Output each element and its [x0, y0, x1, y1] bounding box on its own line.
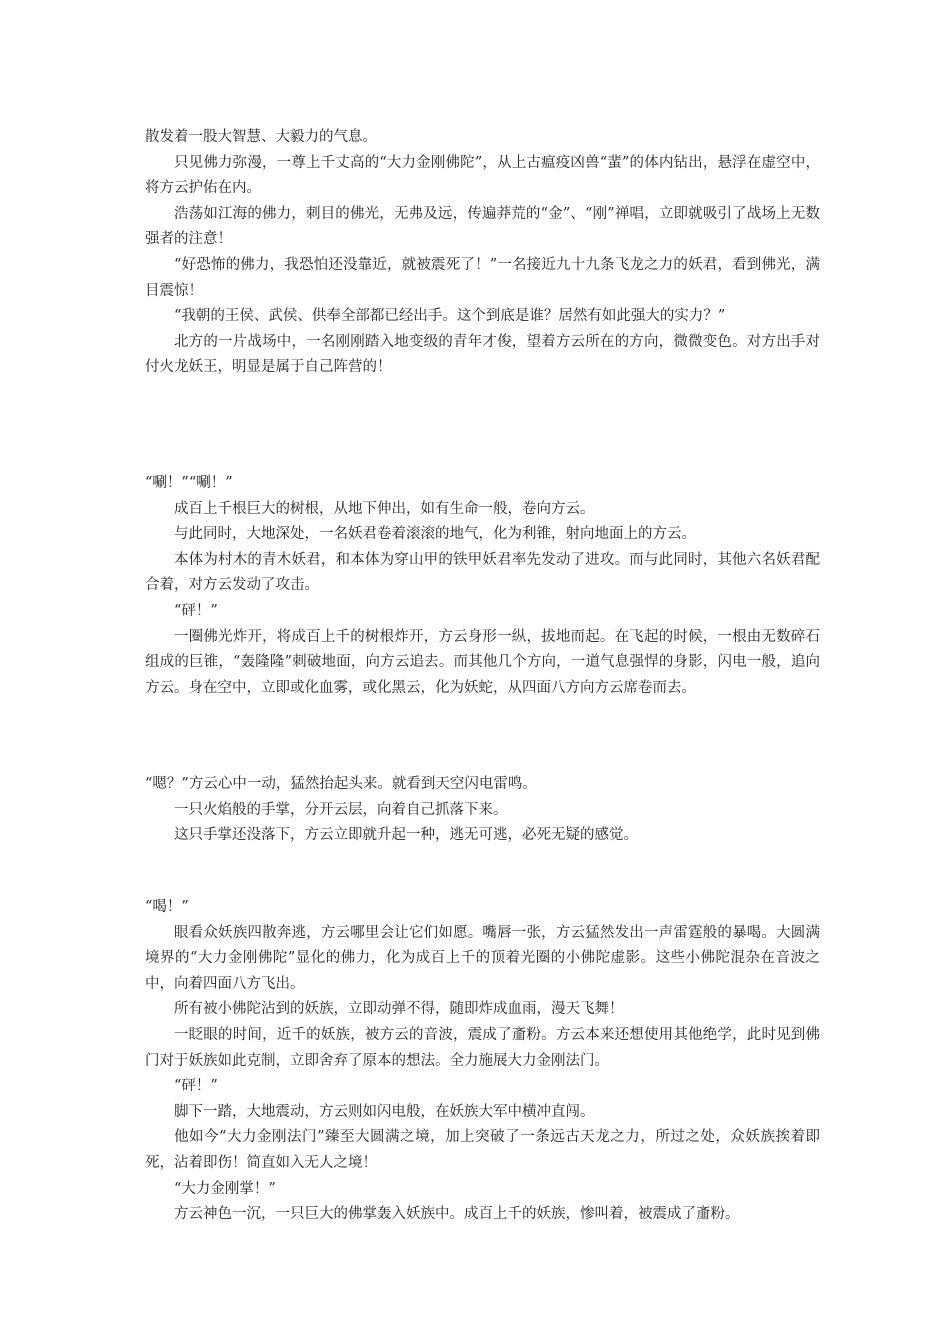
- paragraph: “嗯？”方云心中一动，猛然抬起头来。就看到天空闪电雷鸣。: [145, 776, 537, 792]
- paragraph: 脚下一踏，大地震动，方云则如闪电般，在妖族大军中横冲直闯。: [174, 1103, 595, 1120]
- paragraph: 北方的一片战场中，一名刚刚踏入地变级的青年才俊，望着方云所在的方向，微微变色。对方出手对付火龙妖王，明显是属于自己阵营的！: [145, 333, 820, 376]
- paragraph: 一圈佛光炸开，将成百上千的树根炸开，方云身形一纵，拔地而起。在飞起的时候，一根由无数碎石组成的巨锥，“轰隆隆”刺破地面，向方云追去。而其他几个方向，一道气息强悍的身影，闪电一般，追向方云。身在空中，立即或化血雾，或化黑云，化为妖蛇，从四面八方向方云席卷而去。: [145, 628, 820, 696]
- paragraph: 浩荡如江海的佛力，刺目的佛光，无弗及远，传遍莽荒的“金”、“刚”禅唱，立即就吸引了战场上无数强者的注意！: [145, 205, 820, 248]
- paragraph: 一只火焰般的手掌，分开云层，向着自己抓落下来。: [174, 801, 508, 818]
- text-section-2: [145, 471, 820, 701]
- paragraph: 所有被小佛陀沾到的妖族，立即动弹不得，随即炸成血雨，漫天飞舞！: [174, 1001, 624, 1018]
- paragraph: “我朝的王侯、武侯、供奉全部都已经出手。这个到底是谁？居然有如此强大的实力？”: [174, 308, 726, 325]
- text-section-4: [145, 895, 820, 1228]
- paragraph: 眼看众妖族四散奔逃，方云哪里会让它们如愿。嘴唇一张，方云猛然发出一声雷霆般的暴喝。大圆满境界的“大力金刚佛陀”显化的佛力，化为成百上千的顶着光圈的小佛陀虚影。这些小佛陀混杂在音波之中，向着四面八方飞出。: [145, 924, 820, 992]
- text-section-3: [145, 772, 820, 849]
- paragraph: “砰！”: [174, 602, 218, 619]
- paragraph: “砰！”: [174, 1078, 218, 1095]
- paragraph: 这只手掌还没落下，方云立即就升起一种，逃无可逃，必死无疑的感觉。: [174, 827, 638, 844]
- paragraph: 他如今“大力金刚法门”臻至大圆满之境，加上突破了一条远古天龙之力，所过之处，众妖族挨着即死，沾着即伤！简直如入无人之境！: [145, 1129, 820, 1171]
- text-section-1: [145, 125, 820, 381]
- paragraph: “好恐怖的佛力，我恐怕还没靠近，就被震死了！”一名接近九十九条飞龙之力的妖君，看到佛光，满目震惊！: [145, 256, 820, 299]
- paragraph: 只见佛力弥漫，一尊上千丈高的“大力金刚佛陀”，从上古瘟疫凶兽“蜚”的体内钻出，悬浮在虚空中，将方云护佑在内。: [145, 154, 820, 197]
- paragraph: 散发着一股大智慧、大毅力的气息。: [145, 129, 377, 145]
- paragraph: 一眨眼的时间，近千的妖族，被方云的音波，震成了齑粉。方云本来还想使用其他绝学，此时见到佛门对于妖族如此克制，立即舍弃了原本的想法。全力施展大力金刚法门。: [145, 1026, 820, 1069]
- paragraph: “喝！”: [145, 899, 189, 915]
- paragraph: “大力金刚掌！”: [174, 1180, 276, 1197]
- paragraph: 成百上千根巨大的树根，从地下伸出，如有生命一般，卷向方云。: [174, 500, 595, 517]
- paragraph: “唰！”“唰！”: [145, 475, 233, 491]
- paragraph: 方云神色一沉，一只巨大的佛掌轰入妖族中。成百上千的妖族，惨叫着，被震成了齑粉。: [174, 1206, 740, 1223]
- paragraph: 与此同时，大地深处，一名妖君卷着滚滚的地气，化为利锥，射向地面上的方云。: [174, 526, 696, 543]
- paragraph: 本体为村木的青木妖君，和本体为穿山甲的铁甲妖君率先发动了进攻。而与此同时，其他六名妖君配合着，对方云发动了攻击。: [145, 551, 820, 594]
